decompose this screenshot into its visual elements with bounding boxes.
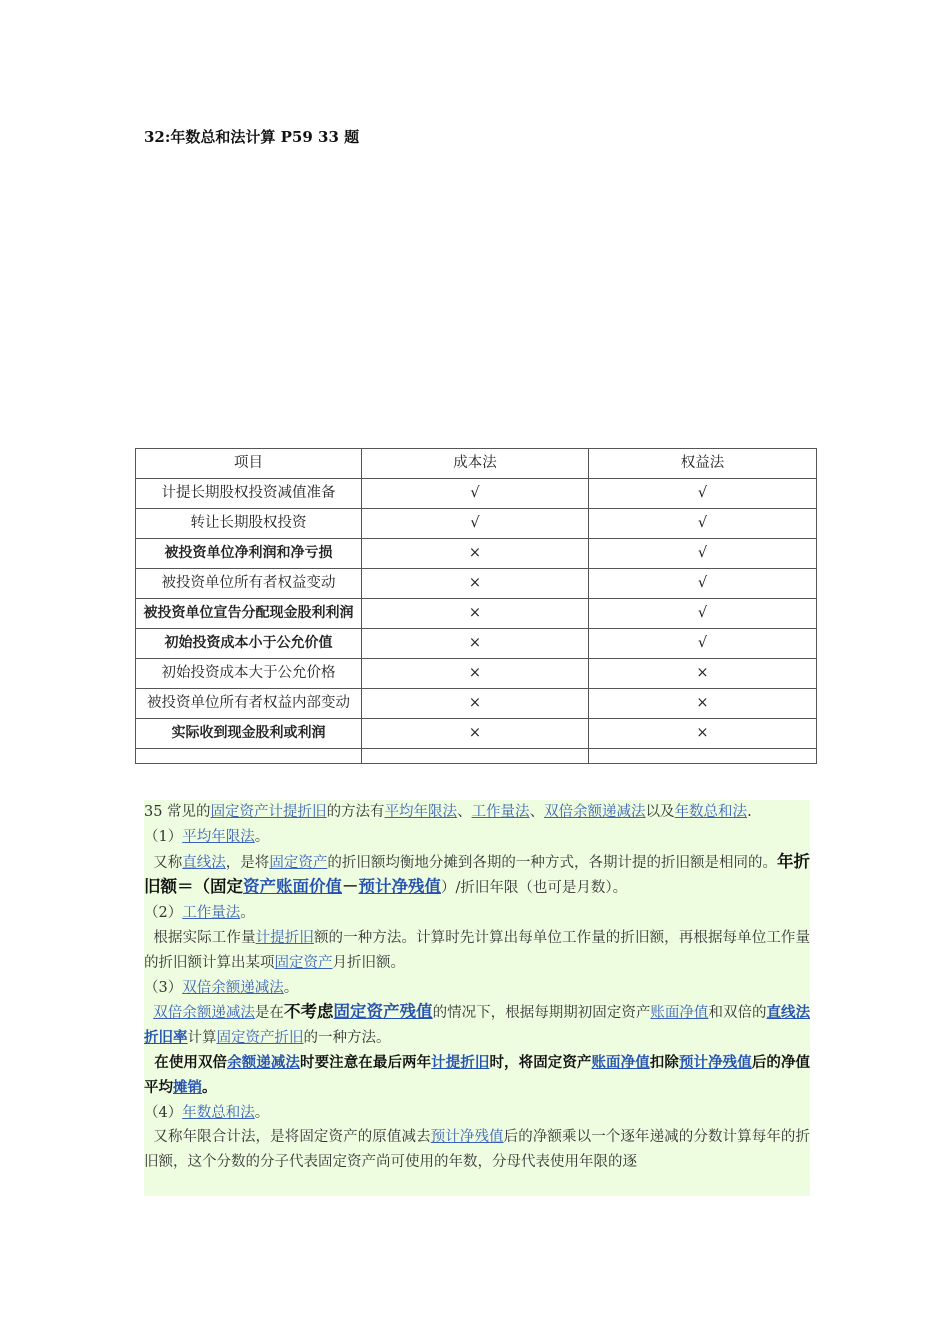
intro-text: 的方法有 [326, 804, 385, 820]
table-row [136, 539, 817, 569]
row-cost: × [362, 719, 589, 749]
desc-text: 计算 [187, 1030, 217, 1047]
row-cost: × [362, 659, 589, 689]
row-equity: √ [589, 629, 817, 659]
link-units-of-production[interactable]: 工作量法 [471, 804, 530, 820]
note-text: 在使用双倍 [154, 1054, 228, 1071]
link-sum-of-years[interactable]: 年数总和法 [182, 1104, 255, 1121]
method-1-desc [144, 850, 810, 902]
comparison-table [135, 448, 817, 764]
method-number: （1） [144, 828, 183, 845]
method-3-desc [144, 1000, 810, 1051]
page-heading: 32:年数总和法计算 P59 33 题 [144, 128, 360, 146]
link-asset-book-value[interactable]: 资产账面价值 [243, 877, 342, 897]
row-equity: √ [589, 479, 817, 509]
link-double-declining[interactable]: 双倍余额递减法 [544, 804, 646, 820]
table-row [136, 719, 817, 749]
desc-text: ，是将 [225, 854, 270, 871]
punct: 。 [240, 905, 255, 922]
desc-text: 是在 [254, 1005, 284, 1022]
notes-intro [144, 800, 810, 825]
note-text: 扣除 [649, 1054, 679, 1071]
header-item: 项目 [136, 449, 362, 479]
link-sum-of-years[interactable]: 年数总和法 [674, 804, 748, 820]
method-3-note [144, 1051, 810, 1101]
desc-text: 又称 [153, 854, 183, 871]
separator: 、 [457, 804, 472, 820]
link-units-of-production[interactable]: 工作量法 [182, 905, 241, 922]
method-1-title [144, 825, 810, 850]
row-cost: √ [362, 509, 589, 539]
link-declining-balance[interactable]: 余额递减法 [227, 1054, 300, 1071]
header-cost-method: 成本法 [362, 449, 589, 479]
table-row [136, 659, 817, 689]
row-item: 初始投资成本大于公允价格 [136, 659, 362, 689]
separator: 、 [529, 804, 545, 820]
intro-text: 35 常见的 [144, 804, 211, 820]
link-fixed-asset-salvage[interactable]: 固定资产残值 [333, 1002, 433, 1022]
link-fixed-asset-depreciation[interactable]: 固定资产计提折旧 [210, 804, 327, 820]
row-cost: × [362, 539, 589, 569]
row-item: 转让长期股权投资 [136, 509, 362, 539]
link-straight-line[interactable]: 平均年限法 [182, 828, 255, 845]
table-row [136, 629, 817, 659]
row-equity: √ [589, 539, 817, 569]
method-2-desc [144, 926, 810, 976]
table-row [136, 479, 817, 509]
row-cost: √ [362, 479, 589, 509]
desc-text: 根据实际工作量 [153, 929, 256, 946]
row-equity: √ [589, 599, 817, 629]
row-cost: × [362, 689, 589, 719]
desc-text: 后的净额乘以一个逐年递减的分数计算每年的折旧额，这个分数的分子代表固定资产尚可使用的年数，分母代表使用年限的逐 [144, 1129, 810, 1171]
table-row [136, 599, 817, 629]
link-straight-line-rate[interactable]: 直线法折旧率 [144, 1005, 810, 1047]
link-double-declining[interactable]: 双倍余额递减法 [153, 1005, 255, 1022]
note-text: 时，将固定资产 [489, 1054, 592, 1071]
punct: 。 [283, 979, 299, 996]
link-estimated-salvage[interactable]: 预计净残值 [678, 1054, 752, 1071]
intro-text: 以及 [645, 804, 675, 820]
link-estimated-salvage[interactable]: 预计净残值 [358, 877, 441, 897]
desc-text: 又称年限合计法，是将固定资产的原值减去 [153, 1129, 431, 1146]
link-net-book-value[interactable]: 账面净值 [591, 1054, 650, 1071]
depreciation-notes [144, 800, 810, 1196]
row-item: 被投资单位净利润和净亏损 [136, 539, 362, 569]
link-depreciation[interactable]: 计提折旧 [255, 929, 314, 946]
method-number: （3） [144, 979, 183, 996]
link-fixed-asset[interactable]: 固定资产 [274, 954, 333, 971]
punct: 。 [254, 1104, 270, 1121]
empty-cell [136, 749, 362, 764]
table-empty-row [136, 749, 817, 764]
method-2-title [144, 901, 810, 926]
method-3-title [144, 976, 810, 1001]
desc-text: ）/折旧年限（也可是月数）。 [441, 880, 628, 897]
link-straight-line-method[interactable]: 直线法 [182, 854, 226, 871]
method-number: （2） [144, 905, 183, 922]
method-4-desc [144, 1125, 810, 1175]
desc-text: 额的一种方法。计算时先计算出每单位工作量的折旧额，再根据每单位工作量的折旧额计算出某项 [144, 929, 810, 971]
empty-cell [362, 749, 589, 764]
link-fixed-asset[interactable]: 固定资产 [269, 854, 328, 871]
desc-text: 的一种方法。 [303, 1030, 391, 1047]
method-4-title [144, 1101, 810, 1126]
link-straight-line[interactable]: 平均年限法 [384, 804, 458, 820]
row-cost: × [362, 629, 589, 659]
emphasis-text: 不考虑 [283, 1002, 334, 1022]
header-equity-method: 权益法 [589, 449, 817, 479]
row-equity: × [589, 689, 817, 719]
row-item: 初始投资成本小于公允价值 [136, 629, 362, 659]
table-header-row [136, 449, 817, 479]
link-net-book-value[interactable]: 账面净值 [650, 1005, 709, 1022]
formula-text: 年折旧额＝（固定 [144, 851, 810, 897]
row-equity: √ [589, 569, 817, 599]
empty-cell [589, 749, 817, 764]
desc-text: 的情况下，根据每期期初固定资产 [432, 1005, 651, 1022]
method-number: （4） [144, 1104, 183, 1121]
row-equity: × [589, 719, 817, 749]
formula-text: － [342, 877, 359, 897]
row-cost: × [362, 599, 589, 629]
row-item: 被投资单位所有者权益变动 [136, 569, 362, 599]
note-text: 。 [202, 1079, 217, 1096]
punct: 。 [254, 828, 270, 845]
row-equity: √ [589, 509, 817, 539]
table-row [136, 569, 817, 599]
link-double-declining[interactable]: 双倍余额递减法 [182, 979, 284, 996]
emphasis [284, 1002, 433, 1021]
row-cost: × [362, 569, 589, 599]
desc-text: 月折旧额。 [332, 954, 405, 971]
row-item: 被投资单位宣告分配现金股利利润 [136, 599, 362, 629]
link-depreciation[interactable]: 计提折旧 [431, 1054, 490, 1071]
link-amortization[interactable]: 摊销 [173, 1079, 202, 1096]
desc-text: 和双倍的 [708, 1005, 767, 1022]
note-text: 后的净值平均 [144, 1054, 810, 1096]
link-estimated-salvage[interactable]: 预计净残值 [430, 1129, 504, 1146]
desc-text: 的折旧额均衡地分摊到各期的一种方式，各期计提的折旧额是相同的。 [327, 854, 778, 871]
link-fixed-asset-depreciation[interactable]: 固定资产折旧 [216, 1030, 304, 1047]
table-row [136, 509, 817, 539]
row-item: 实际收到现金股利或利润 [136, 719, 362, 749]
row-item: 被投资单位所有者权益内部变动 [136, 689, 362, 719]
intro-text: . [747, 804, 752, 820]
table-row [136, 689, 817, 719]
row-equity: × [589, 659, 817, 689]
row-item: 计提长期股权投资减值准备 [136, 479, 362, 509]
note-text: 时要注意在最后两年 [300, 1054, 432, 1071]
